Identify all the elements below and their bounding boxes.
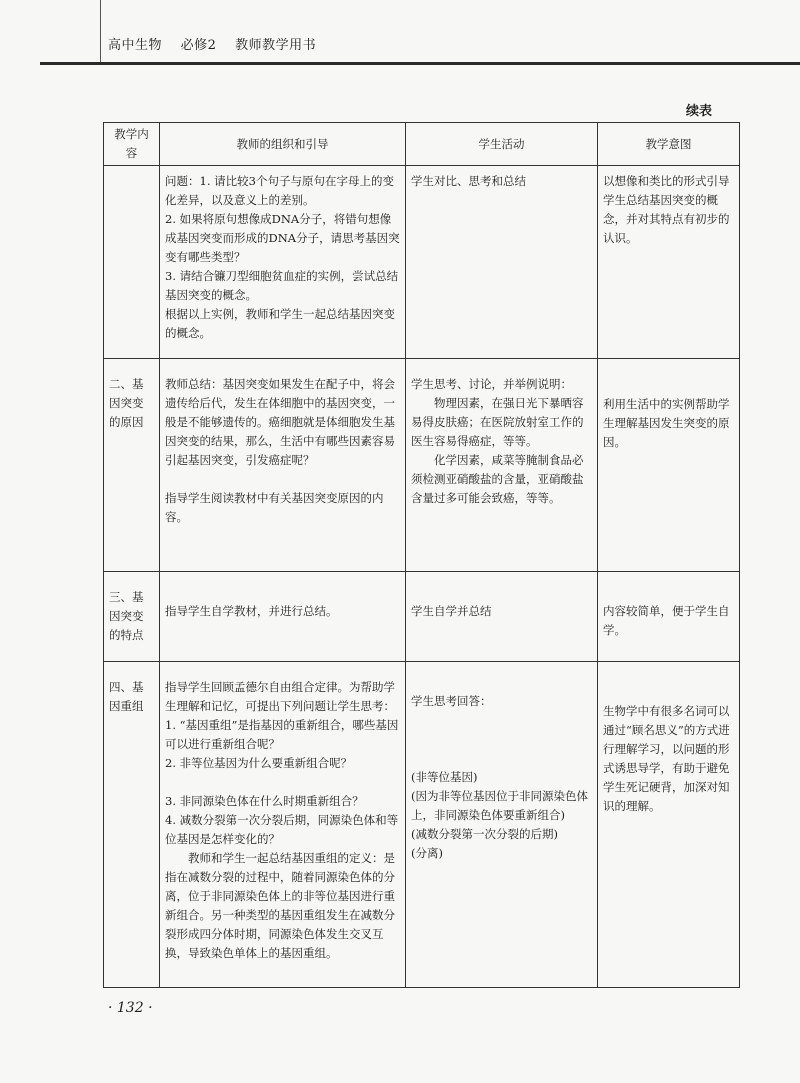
running-head-volume: 必修2 xyxy=(180,38,217,53)
intent-line: 以想像和类比的形式引导学生总结基因突变的概念，并对其特点有初步的认识。 xyxy=(603,174,730,245)
page-number: · 132 · xyxy=(108,1000,153,1016)
intent-cell xyxy=(598,166,740,359)
topic-cell: 四、基因重组 xyxy=(104,662,160,988)
student-line: 学生思考回答： xyxy=(411,694,492,708)
spacer xyxy=(411,749,592,768)
student-line: 化学因素，咸菜等腌制食品必须检测亚硝酸盐的含量，亚硝酸盐含量过多可能会致癌，等等。 xyxy=(411,453,584,505)
table-row xyxy=(104,572,740,662)
student-cell xyxy=(406,572,598,662)
column-header-student: 学生活动 xyxy=(406,123,598,166)
student-line: (分离) xyxy=(411,846,443,860)
continued-label: 续表 xyxy=(685,104,712,119)
teacher-line: 3. 非同源染色体在什么时期重新组合？ xyxy=(165,794,364,808)
student-line: (减数分裂第一次分裂的后期) xyxy=(411,827,558,841)
running-head-title: 高中生物 xyxy=(108,38,163,53)
column-header-intent: 教学意图 xyxy=(598,123,740,166)
running-head-book: 教师教学用书 xyxy=(235,38,317,53)
teacher-line: 指导学生阅读教材中有关基因突变原因的内容。 xyxy=(165,491,384,524)
intent-line: 生物学中有很多名词可以通过“顾名思义”的方式进行理解学习，以问题的形式诱思导学，有助于避免学生死记硬背，加深对知识的理解。 xyxy=(603,704,730,813)
column-header-content: 教学内容 xyxy=(104,123,160,166)
teacher-line: 教师总结：基因突变如果发生在配子中，将会遗传给后代，发生在体细胞中的基因突变，一般是不能够遗传的。癌细胞就是体细胞发生基因突变的结果，那么，生活中有哪些因素容易引起基因突变，引发癌症呢？ xyxy=(165,377,395,467)
teacher-cell xyxy=(160,166,406,359)
intent-line: 内容较简单，便于学生自学。 xyxy=(603,604,730,637)
student-line: 学生对比、思考和总结 xyxy=(411,174,526,188)
teacher-line: 教师和学生一起总结基因重组的定义：是指在减数分裂的过程中，随着同源染色体的分离，位于非同源染色体上的非等位基因进行重新组合。另一种类型的基因重组发生在减数分裂形成四分体时期，同源染色体发生交叉互换，导致染色单体上的基因重组。 xyxy=(165,851,395,960)
topic-cell: 二、基因突变的原因 xyxy=(104,359,160,572)
student-cell xyxy=(406,662,598,988)
intent-cell xyxy=(598,662,740,988)
header-rule xyxy=(40,62,800,65)
student-line: 学生自学并总结 xyxy=(411,604,492,618)
topic-cell: 三、基因突变的特点 xyxy=(104,572,160,662)
teacher-line: 指导学生回顾孟德尔自由组合定律。为帮助学生理解和记忆，可提出下列问题让学生思考： xyxy=(165,680,395,713)
teacher-cell xyxy=(160,572,406,662)
topic-cell xyxy=(104,166,160,359)
student-cell xyxy=(406,359,598,572)
teacher-line: 问题：1. 请比较3个句子与原句在字母上的变化差异，以及意义上的差别。 xyxy=(165,174,394,207)
teacher-line: 1. “基因重组”是指基因的重新组合，哪些基因可以进行重新组合呢？ xyxy=(165,718,399,751)
table-row xyxy=(104,166,740,359)
spacer xyxy=(411,730,592,749)
student-line: 学生思考、讨论，并举例说明： xyxy=(411,377,572,391)
intent-line: 利用生活中的实例帮助学生理解基因发生突变的原因。 xyxy=(603,397,730,449)
student-line: (非等位基因) xyxy=(411,770,478,784)
running-head xyxy=(108,34,330,53)
gutter-rule xyxy=(100,0,101,62)
teacher-cell xyxy=(160,359,406,572)
teacher-line: 2. 非等位基因为什么要重新组合呢？ xyxy=(165,756,353,770)
teacher-line: 根据以上实例，教师和学生一起总结基因突变的概念。 xyxy=(165,307,395,340)
teacher-line: 3. 请结合镰刀型细胞贫血症的实例，尝试总结基因突变的概念。 xyxy=(165,269,399,302)
intent-cell xyxy=(598,359,740,572)
intent-cell xyxy=(598,572,740,662)
teacher-line: 2. 如果将原句想像成DNA分子，将错句想像成基因突变而形成的DNA分子，请思考基因突变有哪些类型？ xyxy=(165,212,400,264)
teacher-line: 4. 减数分裂第一次分裂后期，同源染色体和等位基因是怎样变化的？ xyxy=(165,813,399,846)
teacher-line: 指导学生自学教材，并进行总结。 xyxy=(165,604,338,618)
spacer xyxy=(165,773,400,792)
spacer xyxy=(165,470,400,489)
table-row xyxy=(104,359,740,572)
student-line: 物理因素，在强日光下暴晒容易得皮肤癌；在医院放射室工作的医生容易得癌症，等等。 xyxy=(411,396,584,448)
student-line: (因为非等位基因位于非同源染色体上，非同源染色体要重新组合) xyxy=(411,789,588,822)
lesson-plan-table xyxy=(103,122,740,988)
teacher-cell xyxy=(160,662,406,988)
table-header-row xyxy=(104,123,740,166)
column-header-teacher: 教师的组织和引导 xyxy=(160,123,406,166)
table-row xyxy=(104,662,740,988)
student-cell xyxy=(406,166,598,359)
spacer xyxy=(411,711,592,730)
